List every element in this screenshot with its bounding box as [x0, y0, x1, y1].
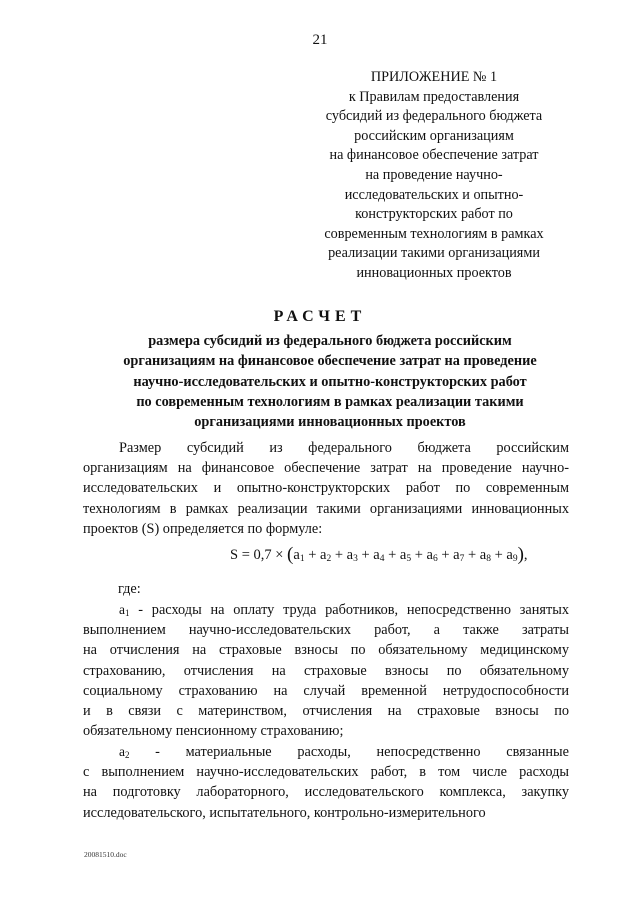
formula-term-index: 2 [326, 554, 332, 564]
appendix-line: к Правилам предоставления [348, 88, 520, 105]
term-symbol [119, 744, 130, 759]
subtitle-line: научно-исследовательских и опытно-конструкторских работ [133, 373, 527, 390]
formula-operator: + [464, 547, 480, 563]
term-line: и в связи с материнством, отчисления на страховые взносы по [83, 702, 569, 719]
subtitle-line: размера субсидий из федерального бюджета российским [148, 333, 512, 349]
intro-paragraph [83, 438, 569, 539]
formula-term-letter: a [320, 547, 327, 563]
intro-line: технологиям в рамках реализации такими организациями инновационных [83, 500, 569, 517]
term-a1-paragraph [83, 600, 569, 741]
formula-term [480, 547, 491, 563]
formula-term-index: 7 [459, 554, 465, 564]
formula-operator: + [384, 547, 400, 563]
where-label: где: [118, 581, 141, 597]
formula-term-letter: a [399, 547, 407, 563]
formula-term-index: 3 [353, 554, 358, 564]
formula-term-index: 9 [512, 554, 518, 564]
formula-term-index: 8 [486, 554, 491, 564]
formula-close-paren: ) [517, 544, 524, 565]
formula-term [427, 547, 438, 563]
intro-line: исследовательских и опытно-конструкторских работ по современным [83, 480, 569, 497]
formula-term-letter: a [453, 547, 460, 563]
formula-term-letter: a [426, 547, 433, 563]
subtitle-line: по современным технологиям в рамках реализации такими [136, 393, 524, 410]
subtitle-line: организациями инновационных проектов [194, 414, 466, 431]
appendix-line: ПРИЛОЖЕНИЕ № 1 [370, 69, 498, 85]
intro-line: организациям на финансовое обеспечение затрат на проведение научно- [83, 460, 569, 477]
formula-term-letter: a [479, 547, 487, 563]
term-line-text: - материальные расходы, непосредственно связанные [129, 744, 569, 760]
term-symbol-letter: a [119, 602, 125, 617]
term-line: с выполнением научно-исследовательских работ, в том числе расходы [83, 764, 569, 781]
appendix-line: инновационных проектов [356, 264, 512, 281]
formula-term [453, 547, 464, 563]
formula-operator: + [437, 547, 454, 563]
formula [230, 544, 528, 566]
formula-operator: + [357, 547, 374, 563]
page-number: 21 [312, 32, 328, 48]
term-line: на отчисления на страховые взносы по обязательному медицинскому [83, 642, 569, 659]
appendix-line: на финансовое обеспечение затрат [329, 147, 539, 164]
term-symbol [119, 602, 130, 617]
appendix-line: субсидий из федерального бюджета [325, 108, 543, 125]
appendix-line: реализации такими организациями [328, 245, 540, 262]
term-a2-paragraph [83, 742, 569, 823]
appendix-line: конструкторских работ по [355, 206, 513, 223]
formula-operator: + [411, 547, 427, 563]
formula-term-letter: a [293, 547, 300, 563]
subtitle-line: организациям на финансовое обеспечение затрат на проведение [123, 353, 537, 370]
appendix-header [305, 68, 563, 284]
formula-term-index: 6 [432, 554, 438, 564]
term-symbol-index: 1 [125, 608, 130, 618]
term-line-text: - расходы на оплату труда работников, непосредственно занятых [129, 602, 569, 618]
formula-operator: + [331, 547, 347, 563]
term-symbol-letter: a [119, 744, 125, 759]
appendix-line: исследовательских и опытно- [344, 186, 524, 203]
term-line: страхованию, отчисления на страховые взносы по обязательному [83, 662, 569, 679]
term-symbol-index: 2 [125, 750, 130, 760]
footer-filename: 20081510.doc [84, 850, 127, 859]
term-line [83, 600, 569, 620]
formula-term [293, 547, 304, 563]
appendix-line: современным технологиям в рамках [324, 225, 544, 242]
appendix-line: на проведение научно- [365, 166, 503, 183]
term-line: выполнением научно-исследовательских работ, а также затраты [83, 622, 569, 639]
term-line: на подготовку лабораторного, исследовательского комплекса, закупку [83, 784, 569, 801]
intro-line: проектов (S) определяется по формуле: [83, 520, 323, 537]
document-subtitle [95, 331, 565, 432]
term-line: обязательному пенсионному страхованию; [83, 723, 344, 740]
formula-operator: + [304, 547, 320, 563]
formula-term-index: 1 [299, 554, 305, 564]
formula-term [506, 547, 517, 563]
term-line [83, 742, 569, 762]
formula-operator: + [490, 547, 507, 563]
formula-term [347, 547, 358, 563]
formula-term [320, 547, 331, 563]
formula-open-paren: ( [287, 544, 294, 565]
formula-term-letter: a [346, 547, 354, 563]
term-line: исследовательского, испытательного, контрольно-измерительного [83, 804, 486, 821]
formula-term [400, 547, 411, 563]
intro-line: Размер субсидий из федерального бюджета российским [119, 440, 569, 456]
formula-term-index: 5 [406, 554, 412, 564]
formula-term-letter: a [506, 547, 513, 563]
formula-term-letter: a [373, 547, 380, 563]
formula-term-index: 4 [379, 554, 385, 564]
formula-term [373, 547, 384, 563]
formula-lhs: S = 0,7 × [230, 547, 288, 563]
document-title: РАСЧЕТ [273, 308, 367, 325]
term-line: социальному страхованию на случай временной нетрудоспособности [83, 682, 569, 699]
formula-trailing: , [523, 547, 528, 563]
appendix-line: российским организациям [354, 127, 514, 144]
